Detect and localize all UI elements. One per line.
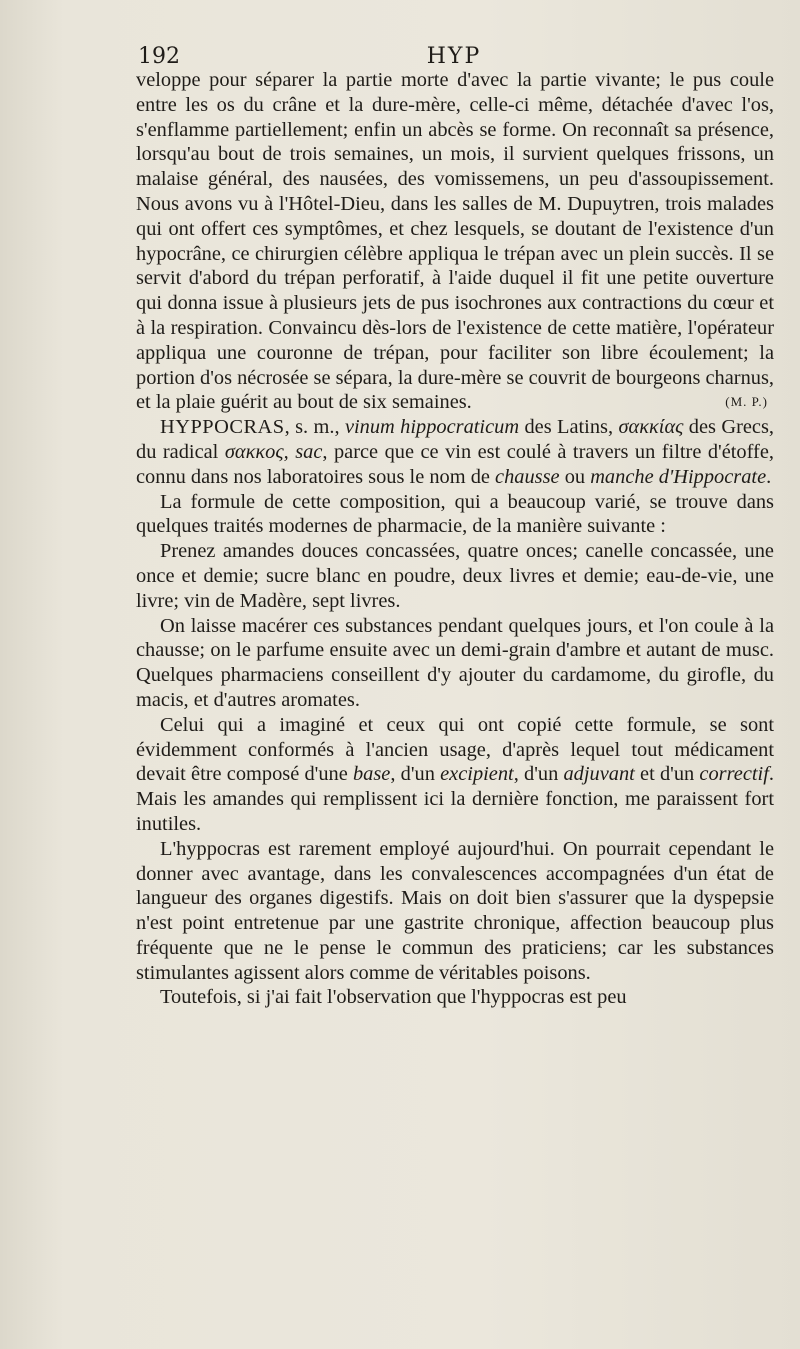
entry-headword: HYPPOCRAS (160, 416, 285, 439)
entry-text: des Latins, (519, 416, 619, 439)
entry-text: , s. m., (284, 416, 345, 439)
paragraph-formule: La formule de cette composition, qui a beaucoup varié, se trouve dans quelques traités modernes de pharmacie, de la manière suivante : (136, 490, 774, 538)
latin-term: vinum hippocraticum (344, 416, 520, 439)
term-manche: manche d'Hippocrate (590, 465, 767, 488)
paragraph-maceration: On laisse macérer ces substances pendant quelques jours, et l'on coule à la chausse; on le parfume ensuite avec un demi-grain d'ambre et autant de musc. Quelques pharmaciens conseillent d'y ajouter du cardamome, du girofle, du macis, et d'autres aromates. (136, 614, 774, 711)
paragraph-text: et d'un (634, 763, 700, 786)
paragraph-text: . Mais les amandes qui remplissent ici la dernière fonction, me paraissent fort inutiles. (136, 763, 774, 835)
greek-radical: σακκος, sac (224, 440, 323, 463)
entry-text: ou (559, 465, 591, 488)
term-correctif: correctif (699, 763, 769, 786)
paragraph-text: Celui qui a imaginé et ceux qui ont copié cette formule, se sont évidemment conformés à l'ancien usage, d'après lequel tout médicament devait être composé d'une (136, 713, 774, 786)
paragraph-hypocrane-end (136, 68, 774, 415)
running-title: HYP (426, 44, 482, 69)
term-chausse: chausse (495, 465, 560, 488)
paragraph-text: , d'un (390, 763, 441, 786)
paragraph-usage (136, 713, 774, 837)
paragraph-text: , d'un (513, 763, 564, 786)
paragraph-hyppocras-entry (136, 415, 774, 489)
term-adjuvant: adjuvant (563, 763, 635, 786)
body-text (136, 68, 774, 1010)
term-excipient: excipient (440, 763, 514, 786)
page-number: 192 (138, 44, 180, 69)
paragraph-text: veloppe pour séparer la partie morte d'avec la partie vivante; le pus coule entre les os du crâne et la dure-mère, celle-ci même, détachée d'avec l'os, s'enflamme partiellement; enfin un abcès se forme. On reconnaît sa présence, lorsqu'au bout de trois semaines, un mois, il survient quelques frissons, un malaise général, des nausées, des vomissemens, un peu d'assoupissement. Nous avons vu à l'Hôtel-Dieu, dans les salles de M. Dupuytren, trois malades qui ont offert ces symptômes, et chez lesquels, se doutant de l'existence d'un hypocrâne, ce chirurgien célèbre appliqua le trépan avec un plein succès. Il se servit d'abord du trépan perforatif, à l'aide duquel il fit une petite ouverture qui donna issue à plusieurs jets de pus isochrones aux contractions du cœur et à la respiration. Convaincu dès-lors de l'existence de cette matière, l'opérateur appliqua une couronne de trépan, pour faciliter son libre écoulement; la portion d'os nécrosée se sépara, la dure-mère se couvrit de bourgeons charnus, et la plaie guérit au bout de six semaines. (136, 69, 775, 414)
paragraph-toutefois: Toutefois, si j'ai fait l'observation que l'hyppocras est peu (160, 986, 627, 1009)
greek-term: σακκίας (618, 416, 684, 439)
paragraph-recipe: Prenez amandes douces concassées, quatre onces; canelle concassée, une once et demie; sucre blanc en poudre, deux livres et demie; eau-de-vie, une livre; vin de Madère, sept livres. (136, 540, 774, 612)
paragraph-emploi: L'hyppocras est rarement employé aujourd'hui. On pourrait cependant le donner avec avantage, dans les convalescences accompagnées d'un état de langueur des organes digestifs. Mais on doit bien s'assurer que la dyspepsie n'est point entretenue par une gastrite chronique, affection beaucoup plus fréquente que ne le pense le commun des praticiens; car les substances stimulantes agissent alors comme de véritables poisons. (136, 837, 774, 984)
entry-text: des Grecs, du radical (136, 416, 775, 463)
entry-text: , parce que ce vin est coulé à travers un filtre d'étoffe, connu dans nos laboratoires sous le nom de (136, 440, 774, 488)
term-base: base (352, 763, 391, 786)
entry-text: . (766, 465, 772, 488)
author-signature: (M. P.) (725, 394, 768, 410)
